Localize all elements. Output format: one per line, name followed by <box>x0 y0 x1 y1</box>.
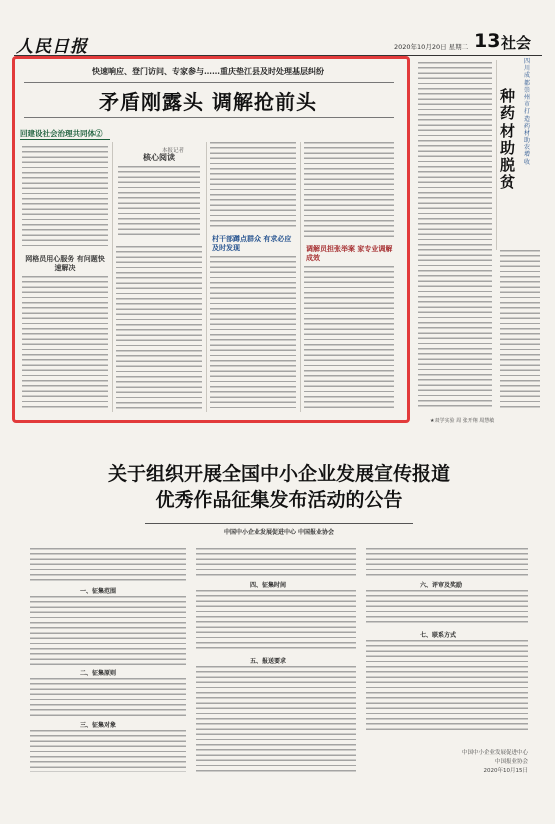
side-article-text <box>418 62 492 410</box>
column-divider <box>112 142 113 412</box>
side-article-subtitle: 四川成都崇州市打造药材助农增收 <box>524 58 531 166</box>
signature-date: 2020年10月15日 <box>483 768 528 774</box>
announcement-title-line1: 关于组织开展全国中小企业发展宣传报道 <box>107 463 450 485</box>
article-text-block <box>304 266 394 410</box>
column-tag: 回建设社会治理共同体② <box>20 129 103 138</box>
announcement-heading: 七、联系方式 <box>420 632 457 639</box>
byline: 本报记者 <box>162 148 185 154</box>
side-article-title: 种药材 助脱贫 <box>500 87 516 192</box>
article-text-block <box>22 146 108 250</box>
signature-issuer-2: 中国报业协会 <box>494 759 528 765</box>
announcement-text-block <box>30 730 186 772</box>
article-kicker: 快速响应、登门访问、专家参与……重庆垫江县及时处理基层纠纷 <box>92 66 324 76</box>
subhead-core-reading: 核心阅读 <box>143 152 175 162</box>
signature-issuer-1: 中国中小企业发展促进中心 <box>461 750 528 756</box>
article-text-block <box>116 246 202 410</box>
article-text-block <box>210 142 296 228</box>
announcement-heading: 三、征集对象 <box>80 722 117 729</box>
subhead-mediator: 调解员担张举案 家专业调解成效 <box>306 244 393 263</box>
announcement-text-block <box>196 666 356 772</box>
page-number: 13 <box>474 30 501 52</box>
announcement-heading: 二、征集原则 <box>80 670 117 677</box>
column-divider <box>206 142 207 412</box>
article-text-block <box>22 276 108 410</box>
announcement-text-block <box>366 548 528 578</box>
column-divider <box>496 60 497 250</box>
column-tag-underline <box>20 139 110 140</box>
section-name: 社会 <box>501 34 532 52</box>
core-reading-text <box>118 166 200 236</box>
masthead <box>14 30 542 56</box>
side-article-text <box>500 250 540 410</box>
announcement-text-block <box>30 678 186 718</box>
announcement-text-block <box>196 590 356 650</box>
headline-rule-top <box>24 82 394 83</box>
announcement-text-block <box>366 590 528 626</box>
subhead-grid-worker: 网格员用心服务 有问题快速解决 <box>25 254 105 273</box>
announcement-heading: 五、报送要求 <box>250 658 287 665</box>
announcement-title-line2: 优秀作品征集发布活动的公告 <box>155 488 403 511</box>
announcement-heading: 一、征集范围 <box>80 588 117 595</box>
announcement-text-block <box>366 640 528 732</box>
headline-rule-bottom <box>24 117 394 118</box>
photo-caption: ★双学实验 周 张开翔 周慧敏 <box>430 418 495 424</box>
announcement-rule <box>145 523 413 524</box>
issue-date: 2020年10月20日 星期二 <box>394 43 469 51</box>
article-headline: 矛盾刚露头 调解抢前头 <box>99 90 317 114</box>
announcement-text-block <box>30 596 186 666</box>
newspaper-logo: 人民日报 <box>16 37 88 57</box>
announcement-text-block <box>30 548 186 584</box>
announcement-text-block <box>196 548 356 576</box>
announcement-title <box>24 462 534 513</box>
announcement-heading: 四、征集时间 <box>250 582 287 589</box>
column-divider <box>300 142 301 412</box>
article-text-block <box>304 142 394 240</box>
subhead-village-cadre: 村干部蹲点群众 有求必应及时发现 <box>212 234 292 253</box>
article-text-block <box>210 256 296 410</box>
announcement-heading: 六、评审及奖励 <box>420 582 463 589</box>
announcement-issuers: 中国中小企业发展促进中心 中国报业协会 <box>223 529 335 536</box>
